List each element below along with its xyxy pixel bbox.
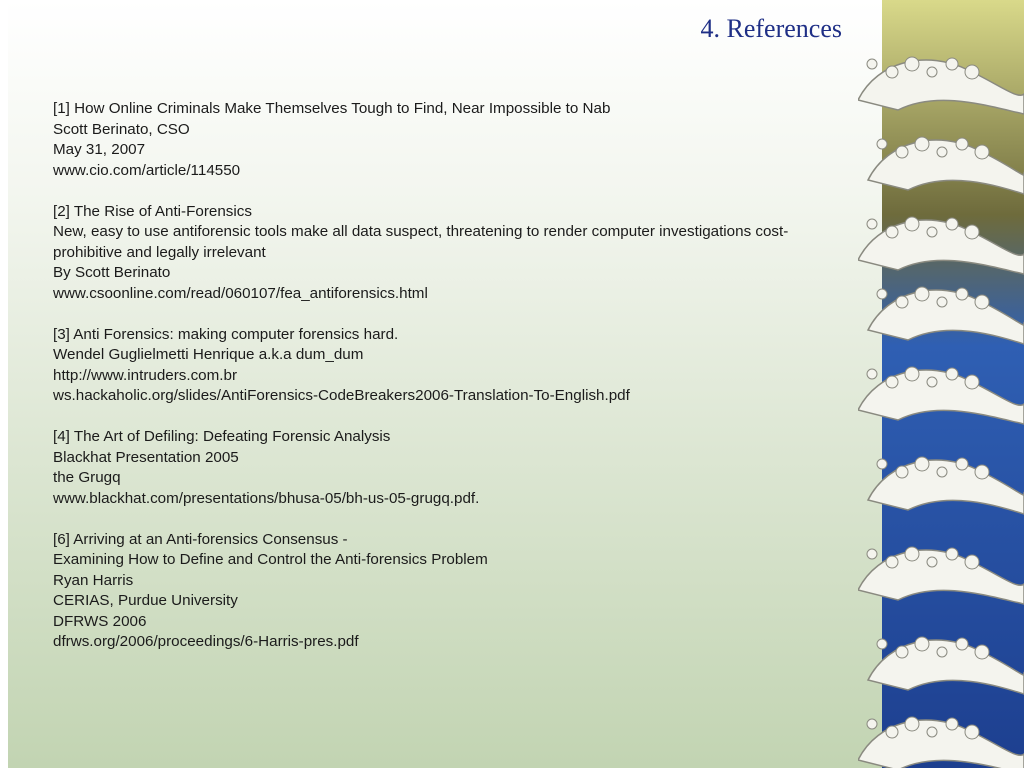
foam-curl <box>946 368 958 380</box>
foam-curl <box>946 548 958 560</box>
reference-line: May 31, 2007 <box>53 141 146 158</box>
foam-curl <box>927 227 937 237</box>
slide-title: 4. References <box>700 14 842 43</box>
foam-curl <box>877 139 887 149</box>
foam-curl <box>975 295 989 309</box>
foam-curl <box>867 219 877 229</box>
reference-line: New, easy to use antiforensic tools make all data suspect, threatening to render computer investigations cost-prohibitive and legally irrelevant <box>53 223 789 261</box>
foam-curl <box>956 138 968 150</box>
foam-curl <box>927 727 937 737</box>
reference-line: By Scott Berinato <box>53 264 171 281</box>
foam-curl <box>946 58 958 70</box>
reference-line: DFRWS 2006 <box>53 612 147 630</box>
reference-entry <box>53 325 853 407</box>
foam-curl <box>946 218 958 230</box>
reference-line: www.cio.com/article/114550 <box>53 161 241 179</box>
reference-title: [3] Anti Forensics: making computer forensics hard. <box>53 325 399 343</box>
foam-curl <box>927 377 937 387</box>
reference-line: Examining How to Define and Control the Anti-forensics Problem <box>53 551 488 568</box>
foam-curl <box>915 637 929 651</box>
foam-curl <box>877 289 887 299</box>
foam-curl <box>877 459 887 469</box>
foam-curl <box>965 725 979 739</box>
reference-title: [1] How Online Criminals Make Themselves Tough to Find, Near Impossible to Nab <box>53 100 611 117</box>
foam-curl <box>937 647 947 657</box>
reference-line: www.csoonline.com/read/060107/fea_antiforensics.html <box>53 284 428 302</box>
foam-curl <box>905 717 919 731</box>
foam-curl <box>896 466 908 478</box>
reference-line: CERIAS, Purdue University <box>53 592 238 609</box>
foam-curl <box>937 467 947 477</box>
foam-curl <box>956 458 968 470</box>
foam-curl <box>946 718 958 730</box>
foam-curl <box>975 465 989 479</box>
foam-curl <box>867 369 877 379</box>
foam-curl <box>915 287 929 301</box>
reference-line: Wendel Guglielmetti Henrique a.k.a dum_dum <box>53 346 364 363</box>
reference-entry <box>53 202 853 305</box>
foam-curl <box>877 639 887 649</box>
ocean-wave-icon <box>858 0 1024 768</box>
foam-curl <box>956 288 968 300</box>
reference-line: ws.hackaholic.org/slides/AntiForensics-CodeBreakers2006-Translation-To-English.pdf <box>53 387 630 404</box>
reference-entry <box>53 427 853 509</box>
foam-curl <box>867 549 877 559</box>
foam-curl <box>965 225 979 239</box>
reference-line: dfrws.org/2006/proceedings/6-Harris-pres.pdf <box>53 633 359 650</box>
foam-curl <box>937 147 947 157</box>
reference-line: Ryan Harris <box>53 571 134 589</box>
reference-entry <box>53 99 853 181</box>
foam-curl <box>965 555 979 569</box>
foam-curl <box>896 646 908 658</box>
foam-curl <box>867 719 877 729</box>
foam-curl <box>965 65 979 79</box>
foam-curl <box>937 297 947 307</box>
reference-line: Blackhat Presentation 2005 <box>53 448 239 466</box>
reference-title: [2] The Rise of Anti-Forensics <box>53 202 252 220</box>
foam-curl <box>956 638 968 650</box>
foam-curl <box>886 226 898 238</box>
foam-curl <box>886 556 898 568</box>
foam-curl <box>915 457 929 471</box>
reference-entry <box>53 530 853 653</box>
reference-line: www.blackhat.com/presentations/bhusa-05/bh-us-05-grugq.pdf. <box>53 489 480 507</box>
foam-curl <box>886 376 898 388</box>
reference-title: [6] Arriving at an Anti-forensics Consensus - <box>53 530 348 548</box>
reference-title: [4] The Art of Defiling: Defeating Forensic Analysis <box>53 428 391 445</box>
foam-curl <box>886 726 898 738</box>
reference-line: the Grugq <box>53 469 121 486</box>
foam-curl <box>905 367 919 381</box>
foam-curl <box>896 296 908 308</box>
foam-curl <box>905 217 919 231</box>
foam-curl <box>965 375 979 389</box>
foam-curl <box>905 547 919 561</box>
foam-curl <box>896 146 908 158</box>
reference-line: Scott Berinato, CSO <box>53 120 190 138</box>
foam-curl <box>867 59 877 69</box>
reference-list <box>53 99 853 673</box>
foam-curl <box>975 645 989 659</box>
reference-line: http://www.intruders.com.br <box>53 366 237 384</box>
foam-curl <box>905 57 919 71</box>
foam-curl <box>915 137 929 151</box>
foam-curl <box>927 67 937 77</box>
foam-curl <box>975 145 989 159</box>
foam-curl <box>927 557 937 567</box>
foam-curl <box>886 66 898 78</box>
